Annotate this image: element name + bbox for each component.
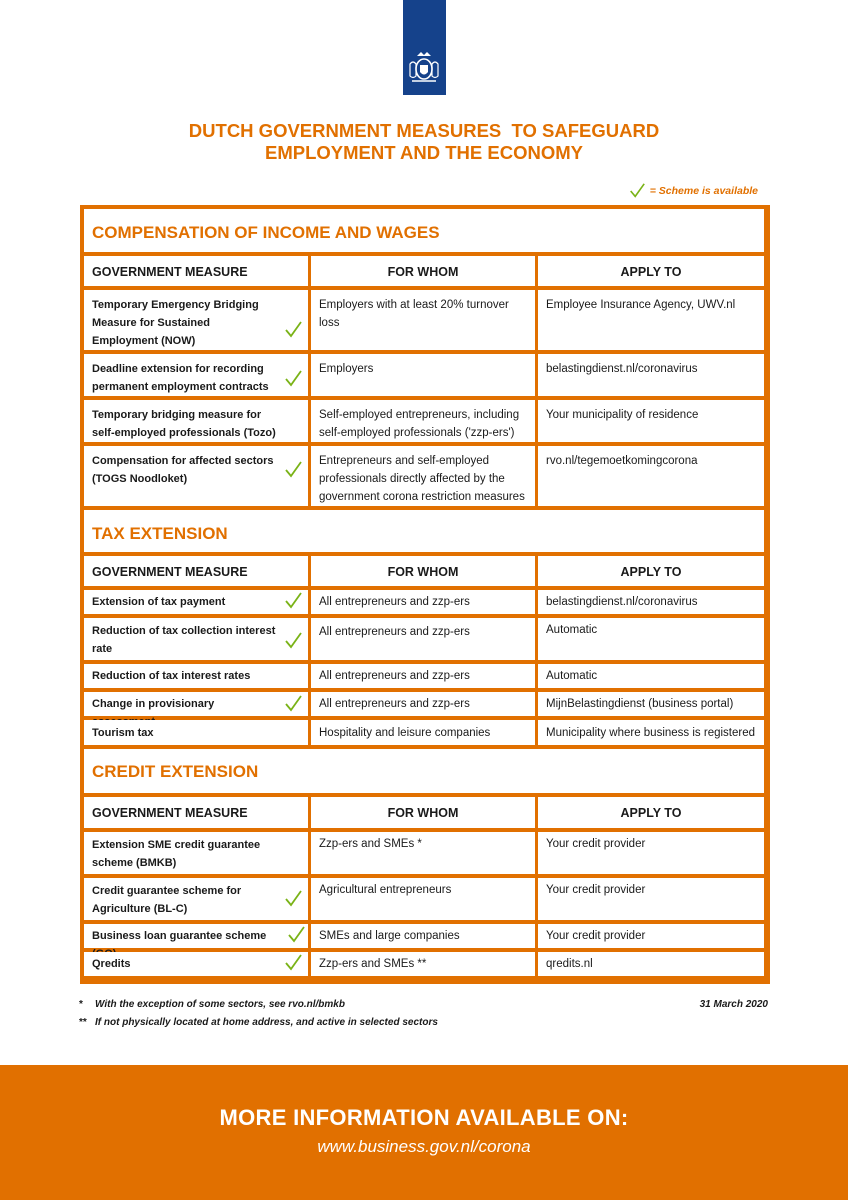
- measure-label: Temporary bridging measure for self-employed professionals (Tozo): [92, 409, 276, 439]
- column-header-measure: GOVERNMENT MEASURE: [84, 256, 308, 286]
- government-logo: [403, 0, 446, 95]
- apply-to-cell: Automatic: [538, 618, 764, 660]
- measure-label: Tourism tax: [92, 727, 154, 739]
- measure-cell: [84, 720, 308, 745]
- measure-label: Change in provisionary: [92, 698, 215, 710]
- column-header-for-whom: FOR WHOM: [311, 556, 535, 586]
- apply-to-cell: Your credit provider: [538, 832, 764, 874]
- measure-cell: [84, 832, 308, 874]
- apply-to-cell: Automatic: [538, 664, 764, 688]
- check-icon: [283, 320, 303, 340]
- legend-text: = Scheme is available: [649, 185, 758, 197]
- measure-cell: [84, 590, 308, 614]
- footnote-text: With the exception of some sectors, see rvo.nl/bmkb: [95, 999, 345, 1010]
- footnote-text: If not physically located at home address, and active in selected sectors: [95, 1017, 438, 1028]
- footer-url-link[interactable]: www.business.gov.nl/corona: [317, 1137, 531, 1156]
- measure-label: Reduction of tax collection interest rate: [92, 625, 276, 655]
- publication-date: 31 March 2020: [699, 999, 768, 1010]
- for-whom-cell: Self-employed entrepreneurs, including self-employed professionals ('zzp-ers'): [311, 400, 535, 442]
- measure-cell: [84, 354, 308, 396]
- measure-cell: [84, 692, 308, 716]
- for-whom-cell: All entrepreneurs and zzp-ers: [311, 664, 535, 688]
- for-whom-cell: Entrepreneurs and self-employed professionals directly affected by the government corona restriction measures: [311, 446, 535, 506]
- measures-table: [80, 205, 770, 984]
- measure-cell: [84, 664, 308, 688]
- apply-to-cell: Municipality where business is registered: [538, 720, 764, 745]
- measure-cell: [84, 952, 308, 976]
- for-whom-cell: All entrepreneurs and zzp-ers: [311, 590, 535, 614]
- column-header-measure: GOVERNMENT MEASURE: [84, 556, 308, 586]
- footnote-2: [79, 1014, 438, 1032]
- column-header-apply-to: APPLY TO: [538, 256, 764, 286]
- measure-cell: [84, 290, 308, 350]
- apply-to-cell: rvo.nl/tegemoetkomingcorona: [538, 446, 764, 506]
- footnote-1: [79, 996, 438, 1014]
- column-header-apply-to: APPLY TO: [538, 797, 764, 828]
- footnotes: [79, 996, 438, 1032]
- measure-label: Extension of tax payment: [92, 596, 226, 608]
- for-whom-cell: Hospitality and leisure companies: [311, 720, 535, 745]
- measure-cell: [84, 878, 308, 920]
- apply-to-cell: belastingdienst.nl/coronavirus: [538, 590, 764, 614]
- page-title: [0, 120, 848, 164]
- for-whom-cell: Zzp-ers and SMEs *: [311, 832, 535, 874]
- measure-label: Qredits: [92, 958, 131, 970]
- check-icon: [283, 591, 303, 611]
- measure-cell: [84, 446, 308, 506]
- column-header-for-whom: FOR WHOM: [311, 256, 535, 286]
- measure-label: Business loan guarantee scheme: [92, 930, 267, 942]
- section-title-income: COMPENSATION OF INCOME AND WAGES: [84, 209, 764, 252]
- footer-heading: MORE INFORMATION AVAILABLE ON:: [219, 1105, 629, 1130]
- title-line-1: DUTCH GOVERNMENT MEASURES TO SAFEGUARD: [188, 120, 660, 141]
- apply-to-cell: Your credit provider: [538, 878, 764, 920]
- apply-to-cell: qredits.nl: [538, 952, 764, 976]
- measure-label: Compensation for affected sectors (TOGS Noodloket): [92, 455, 274, 485]
- check-icon: [283, 694, 303, 714]
- footer-banner: [0, 1065, 848, 1200]
- measure-label: Deadline extension for recording permanent employment contracts: [92, 363, 269, 393]
- check-icon: [283, 631, 303, 651]
- column-header-for-whom: FOR WHOM: [311, 797, 535, 828]
- section-title-tax: TAX EXTENSION: [84, 510, 764, 552]
- measure-cell: [84, 400, 308, 442]
- apply-to-cell: Your credit provider: [538, 924, 764, 948]
- measure-label: Credit guarantee scheme for Agriculture (BL-C): [92, 885, 242, 915]
- footnote-mark: **: [79, 1017, 87, 1028]
- for-whom-cell: All entrepreneurs and zzp-ers: [311, 692, 535, 716]
- measure-label: Reduction of tax interest rates: [92, 670, 251, 682]
- apply-to-cell: Employee Insurance Agency, UWV.nl: [538, 290, 764, 350]
- footnote-mark: *: [79, 999, 83, 1010]
- title-line-2: EMPLOYMENT AND THE ECONOMY: [265, 142, 583, 163]
- for-whom-cell: Zzp-ers and SMEs **: [311, 952, 535, 976]
- measure-cell: [84, 618, 308, 660]
- for-whom-cell: Employers: [311, 354, 535, 396]
- apply-to-cell: Your municipality of residence: [538, 400, 764, 442]
- for-whom-cell: SMEs and large companies: [311, 924, 535, 948]
- for-whom-cell: Employers with at least 20% turnover loss: [311, 290, 535, 350]
- check-icon: [283, 369, 303, 389]
- check-icon: [283, 460, 303, 480]
- legend: [628, 182, 758, 200]
- column-header-measure: GOVERNMENT MEASURE: [84, 797, 308, 828]
- measure-label: Extension SME credit guarantee scheme (BMKB): [92, 839, 261, 869]
- column-header-apply-to: APPLY TO: [538, 556, 764, 586]
- for-whom-cell: Agricultural entrepreneurs: [311, 878, 535, 920]
- measure-label: Temporary Emergency Bridging Measure for Sustained Employment (NOW): [92, 299, 259, 347]
- coat-of-arms-icon: [407, 50, 442, 84]
- check-icon: [283, 889, 303, 909]
- apply-to-cell: MijnBelastingdienst (business portal): [538, 692, 764, 716]
- apply-to-cell: belastingdienst.nl/coronavirus: [538, 354, 764, 396]
- check-icon: [286, 925, 306, 945]
- measure-cell: [84, 924, 308, 948]
- check-icon: [283, 953, 303, 973]
- section-title-credit: CREDIT EXTENSION: [84, 749, 764, 793]
- for-whom-cell: All entrepreneurs and zzp-ers: [311, 618, 535, 660]
- check-icon: [628, 182, 646, 200]
